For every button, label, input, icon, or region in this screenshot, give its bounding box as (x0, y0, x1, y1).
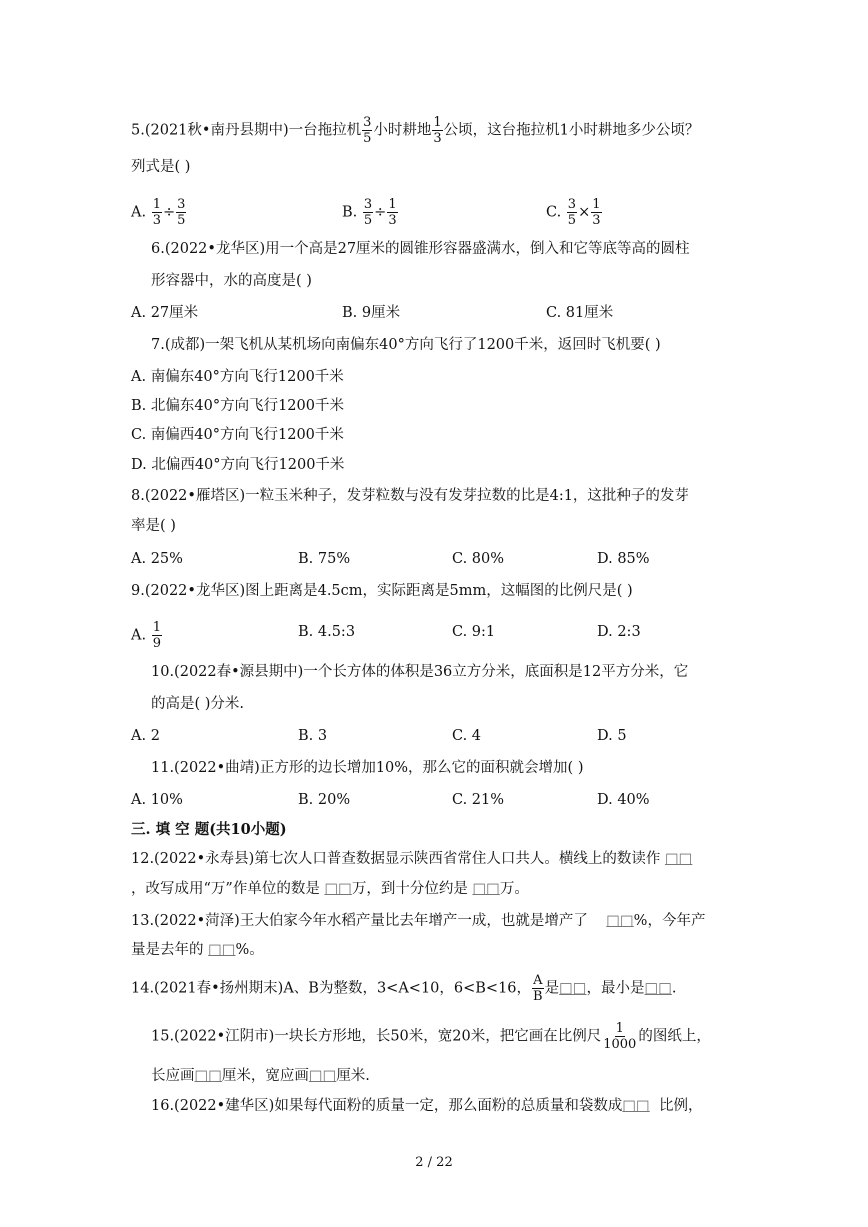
question-10-option-b: B. 3 (298, 728, 328, 744)
answer-blank[interactable]: □□ (606, 913, 634, 929)
question-14-line-1: 14.(2021春•扬州期末)A、B为整数，3<A<10，6<B<16， $\frac{A}{B}$ 是□□，最小是□□. (131, 973, 677, 1004)
question-8-option-a: A. 25% (131, 551, 183, 567)
fraction: $\frac{1}{1000}$ (603, 1021, 637, 1052)
question-11-option-c: C. 21% (452, 792, 505, 808)
question-10-option-d: D. 5 (597, 728, 627, 744)
question-13-line-1: 13.(2022•菏泽)王大伯家今年水稻产量比去年增产一成，也就是增产了 □□%，今年产 (131, 913, 706, 929)
section-heading: 三. 填 空 题(共10小题) (131, 821, 287, 838)
fraction: $\frac{A}{B}$ (533, 973, 543, 1004)
question-6-option-a: A. 27厘米 (131, 305, 199, 321)
question-11-option-b: B. 20% (298, 792, 351, 808)
question-8-option-b: B. 75% (298, 551, 351, 567)
question-9-option-c: C. 9:1 (452, 624, 496, 640)
question-10-option-a: A. 2 (131, 728, 160, 744)
answer-blank[interactable]: □□ (622, 1098, 650, 1114)
question-10-option-c: C. 4 (452, 728, 482, 744)
question-5-option-a: A. $\frac{1}{3}$ ÷ $\frac{3}{5}$ (131, 197, 186, 228)
question-16-line-1: 16.(2022•建华区)如果每代面粉的质量一定，那么面粉的总质量和袋数成□□ 比例， (151, 1098, 703, 1114)
question-9-option-b: B. 4.5:3 (298, 624, 356, 640)
question-8-line-1: 8.(2022•雁塔区)一粒玉米种子，发芽粒数与没有发芽拉数的比是4:1，这批种子的发芽 (131, 488, 689, 504)
question-10-line-2: 的高是( )分米. (151, 696, 245, 712)
question-11-line-1: 11.(2022•曲靖)正方形的边长增加10%，那么它的面积就会增加( ) (151, 760, 584, 776)
question-5-option-c: C. $\frac{3}{5}$ × $\frac{1}{3}$ (546, 197, 601, 228)
question-6-option-c: C. 81厘米 (546, 305, 614, 321)
question-13-line-2: 量是去年的 □□%。 (131, 942, 264, 958)
question-7-option-c: C. 南偏西40°方向飞行1200千米 (131, 427, 344, 443)
question-11-option-d: D. 40% (597, 792, 650, 808)
answer-blank[interactable]: □□ (559, 980, 587, 997)
question-11-option-a: A. 10% (131, 792, 183, 808)
question-9-line-1: 9.(2022•龙华区)图上距离是4.5cm，实际距离是5mm，这幅图的比例尺是( ) (131, 583, 633, 599)
question-6-option-b: B. 9厘米 (342, 305, 401, 321)
question-7-line-1: 7.(成都)一架飞机从某机场向南偏东40°方向飞行了1200千米，返回时飞机要( ) (151, 337, 661, 353)
question-5-option-b: B. $\frac{3}{5}$ ÷ $\frac{1}{3}$ (342, 197, 397, 228)
question-10-line-1: 10.(2022春•源县期中)一个长方体的体积是36立方分米，底面积是12平方分米，它 (151, 664, 689, 680)
fraction: $\frac{3}{5}$ (363, 115, 372, 146)
question-7-option-d: D. 北偏西40°方向飞行1200千米 (131, 457, 345, 473)
answer-blank[interactable]: □□ (308, 1068, 337, 1084)
answer-blank[interactable]: □□ (208, 942, 236, 958)
question-12-line-1: 12.(2022•永寿县)第七次人口普查数据显示陕西省常住人口共人。横线上的数读作 □□ (131, 851, 693, 867)
question-7-option-a: A. 南偏东40°方向飞行1200千米 (131, 369, 344, 385)
question-5-line-2: 列式是( ) (131, 159, 191, 175)
answer-blank[interactable]: □□ (472, 881, 500, 897)
answer-blank[interactable]: □□ (664, 851, 693, 867)
question-7-option-b: B. 北偏东40°方向飞行1200千米 (131, 398, 344, 414)
question-5-text: 5.(2021秋•南丹县期中)一台拖拉机 (131, 122, 362, 139)
question-6-line-2: 形容器中，水的高度是( ) (151, 273, 312, 289)
answer-blank[interactable]: □□ (194, 1068, 222, 1084)
question-6-line-1: 6.(2022•龙华区)用一个高是27厘米的圆锥形容器盛满水，倒入和它等底等高的圆柱 (151, 241, 690, 257)
answer-blank[interactable]: □□ (644, 980, 672, 997)
page-number: 2 / 22 (415, 1155, 453, 1170)
question-15-line-1: 15.(2022•江阴市)一块长方形地，长50米，宽20米，把它画在比例尺 $\frac{1}{1000}$ 的图纸上， (151, 1021, 711, 1052)
question-15-line-2: 长应画□□厘米，宽应画□□厘米. (151, 1068, 370, 1084)
question-8-option-c: C. 80% (452, 551, 505, 567)
question-12-line-2: ，改写成用“万”作单位的数是 □□万，到十分位约是 □□万。 (131, 881, 529, 897)
question-9-option-a: A. $\frac{1}{9}$ (131, 620, 161, 651)
question-9-option-d: D. 2:3 (597, 624, 641, 640)
question-8-option-d: D. 85% (597, 551, 650, 567)
question-5-line-1: 5.(2021秋•南丹县期中)一台拖拉机 $\frac{3}{5}$ 小时耕地 $\frac{1}{3}$ 公顷，这台拖拉机1小时耕地多少公顷？ (131, 115, 700, 146)
question-8-line-2: 率是( ) (131, 518, 176, 534)
answer-blank[interactable]: □□ (324, 881, 352, 897)
fraction: $\frac{1}{3}$ (433, 115, 442, 146)
